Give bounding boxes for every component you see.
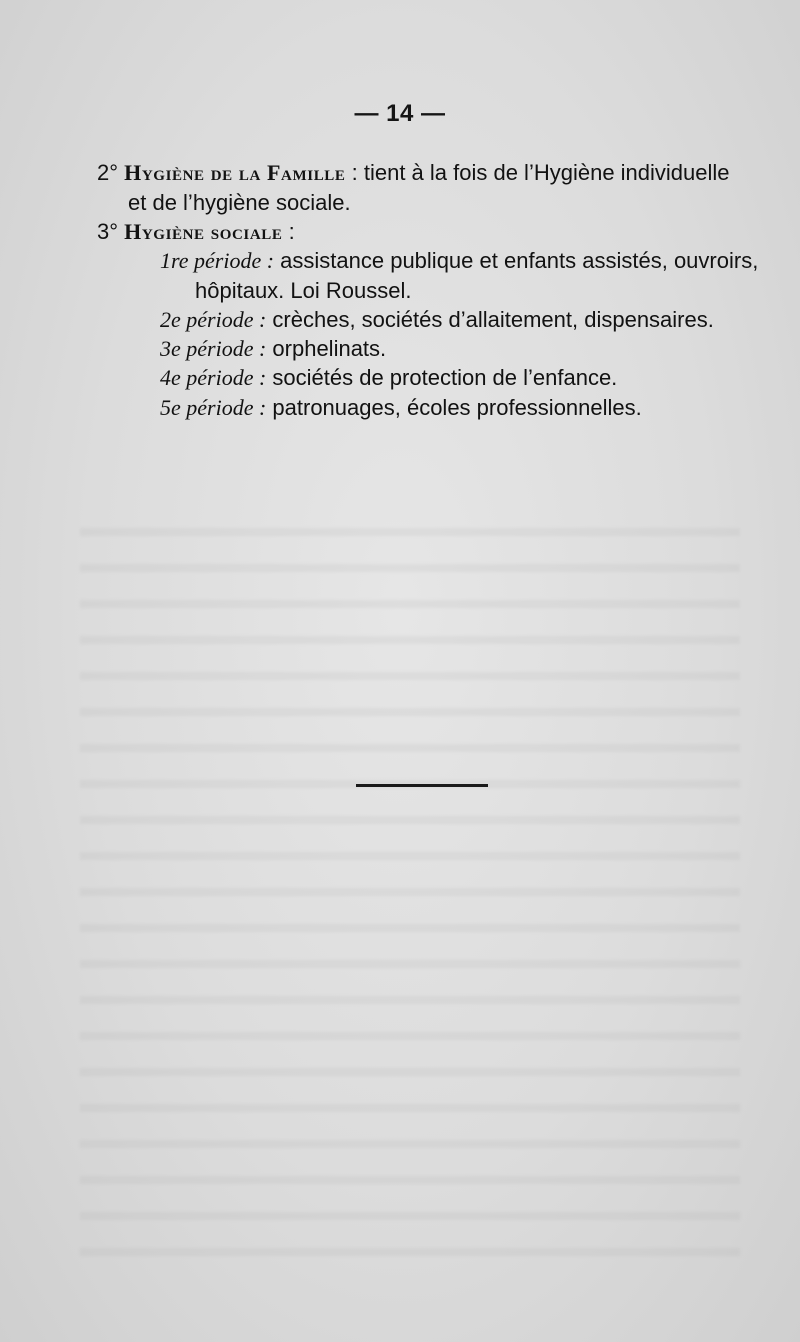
period-text: orphelinats. (266, 336, 387, 361)
page-number: — 14 — (354, 100, 446, 127)
section-social-line (97, 217, 295, 247)
period-label: 4e période : (160, 365, 267, 390)
period-text: patronuages, écoles professionnelles. (266, 395, 642, 420)
period-text: assistance publique et enfants assistés, ouvroirs, (274, 248, 759, 273)
section-heading-social: Hygiène sociale (124, 219, 283, 244)
period-5-line (160, 393, 642, 423)
period-1-continuation: hôpitaux. Loi Roussel. (195, 278, 412, 303)
period-2-line (160, 305, 714, 335)
section-text: : tient à la fois de l’Hygiène individuelle (345, 160, 730, 185)
section-number: 3° (97, 219, 125, 244)
period-label: 3e période : (160, 336, 267, 361)
section-family-continuation: et de l’hygiène sociale. (128, 190, 351, 215)
show-through-texture (80, 500, 740, 1260)
period-label: 2e période : (160, 307, 267, 332)
closing-rule (356, 784, 488, 787)
period-3-line (160, 334, 386, 364)
period-label: 1re période : (160, 248, 275, 273)
period-text: crèches, sociétés d’allaitement, dispensaires. (266, 307, 714, 332)
period-4-line (160, 363, 617, 393)
period-1-line (160, 246, 758, 276)
section-text: : (282, 219, 295, 244)
period-text: sociétés de protection de l’enfance. (266, 365, 618, 390)
period-label: 5e période : (160, 395, 267, 420)
section-number: 2° (97, 160, 125, 185)
section-family-line (97, 158, 730, 188)
section-heading-family: Hygiène de la Famille (124, 160, 346, 185)
